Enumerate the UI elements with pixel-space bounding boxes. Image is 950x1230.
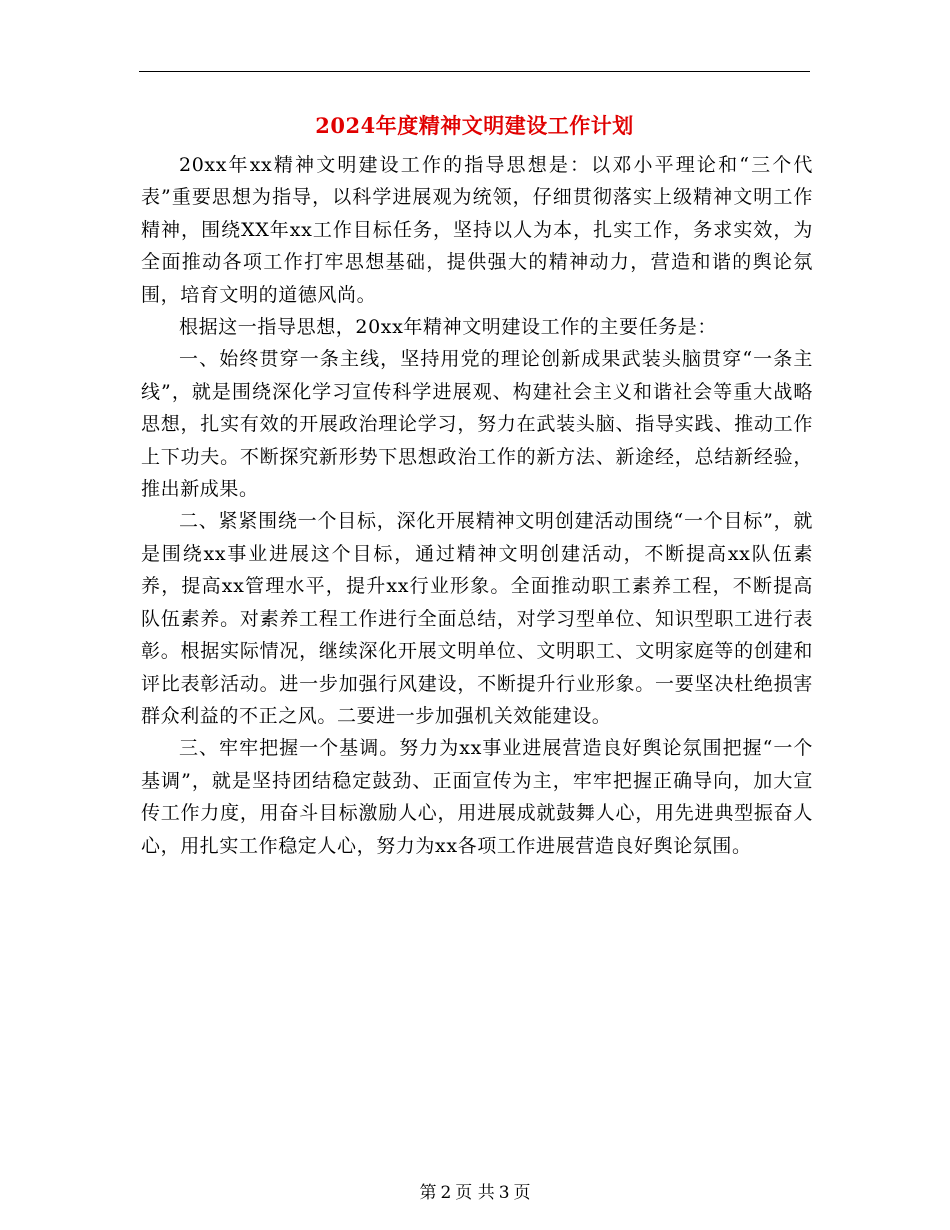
header-rule [139, 71, 810, 72]
current-page-number: 2 [440, 1183, 452, 1203]
page-label-prefix: 第 [419, 1183, 437, 1203]
document-body [141, 149, 813, 862]
paragraph-guiding-thought: 20xx年xx精神文明建设工作的指导思想是：以邓小平理论和“三个代表”重要思想为指导，以科学进展观为统领，仔细贯彻落实上级精神文明工作精神，围绕XX年xx工作目标任务，坚持以人为本，扎实工作，务求实效，为全面推动各项工作打牢思想基础，提供强大的精神动力，营造和谐的舆论氛围，培育文明的道德风尚。 [141, 154, 813, 306]
page-label-mid: 页 共 [455, 1183, 495, 1203]
paragraph-task-two: 二、紧紧围绕一个目标，深化开展精神文明创建活动围绕“一个目标”，就是围绕xx事业进展这个目标，通过精神文明创建活动，不断提高xx队伍素养，提高xx管理水平，提升xx行业形象。全面推动职工素养工程，不断提高队伍素养。对素养工程工作进行全面总结，对学习型单位、知识型职工进行表彰。根据实际情况，继续深化开展文明单位、文明职工、文明家庭等的创建和评比表彰活动。进一步加强行风建设，不断提升行业形象。一要坚决杜绝损害群众利益的不正之风。二要进一步加强机关效能建设。 [141, 510, 813, 727]
document-title: 2024年度精神文明建设工作计划 [315, 113, 634, 138]
paragraph-task-three: 三、牢牢把握一个基调。努力为xx事业进展营造良好舆论氛围把握“一个基调”，就是坚持团结稳定鼓劲、正面宣传为主，牢牢把握正确导向，加大宣传工作力度，用奋斗目标激励人心，用进展成就鼓舞人心，用先进典型振奋人心，用扎实工作稳定人心，努力为xx各项工作进展营造良好舆论氛围。 [141, 737, 813, 857]
page-label-suffix: 页 [513, 1183, 531, 1203]
paragraph-main-tasks-intro: 根据这一指导思想，20xx年精神文明建设工作的主要任务是： [179, 316, 718, 339]
paragraph-task-one: 一、始终贯穿一条主线，坚持用党的理论创新成果武装头脑贯穿“一条主线”，就是围绕深化学习宣传科学进展观、构建社会主义和谐社会等重大战略思想，扎实有效的开展政治理论学习，努力在武装头脑、指导实践、推动工作上下功夫。不断探究新形势下思想政治工作的新方法、新途经，总结新经验，推出新成果。 [141, 348, 813, 501]
page-footer [0, 1181, 950, 1205]
total-pages-number: 3 [498, 1183, 510, 1203]
